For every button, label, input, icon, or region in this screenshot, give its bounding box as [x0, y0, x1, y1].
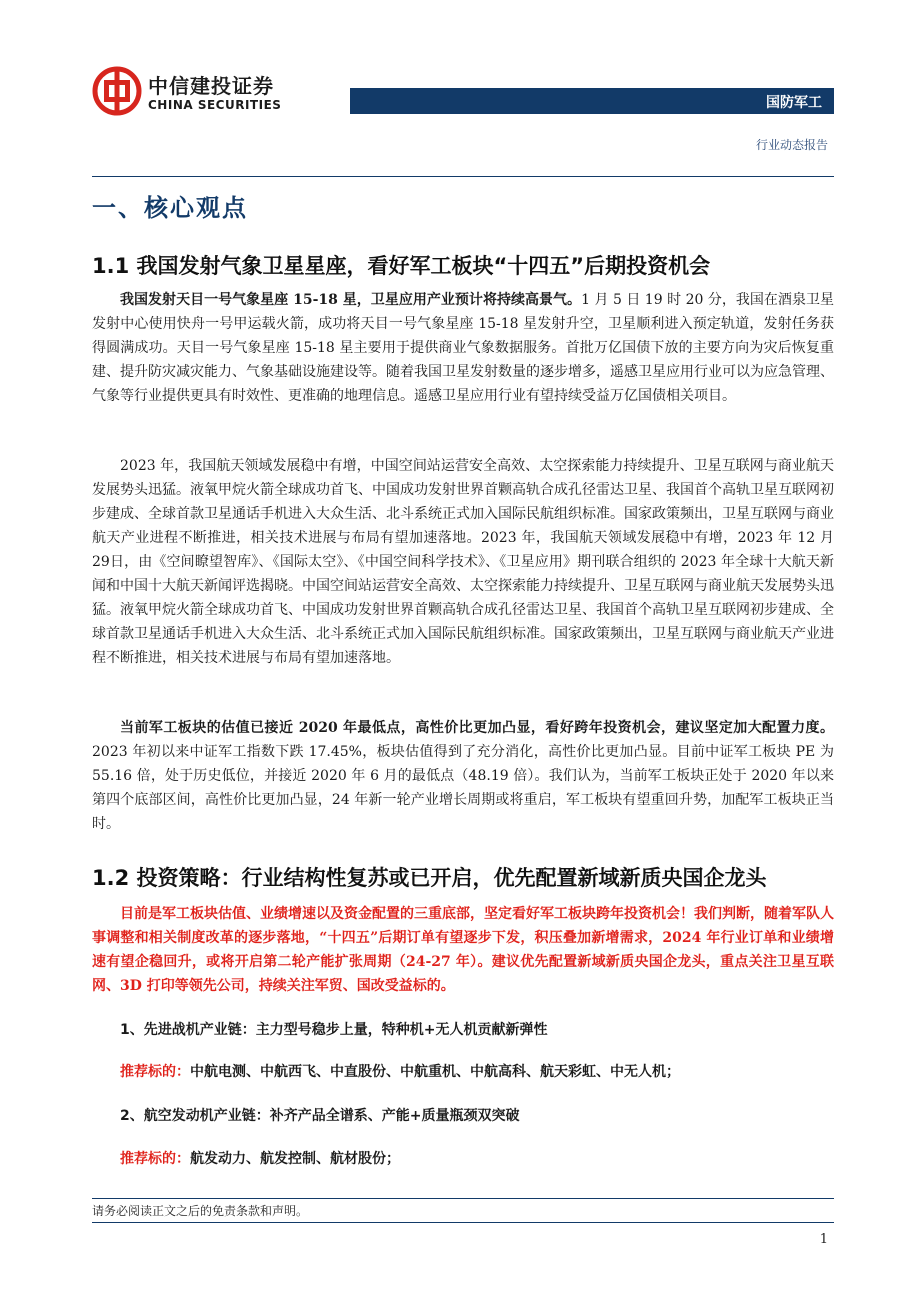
paragraph-lead: 当前军工板块的估值已接近 2020 年最低点，高性价比更加凸显，看好跨年投资机会，建议坚定加大配置力度。	[120, 720, 834, 736]
header-divider	[92, 176, 834, 177]
section-title: 一、核心观点	[92, 194, 248, 222]
paragraph-strategy	[92, 902, 834, 998]
logo-text-chinese: 中信建投证券	[148, 74, 274, 98]
sector-banner	[350, 88, 834, 114]
paragraph-lead: 我国发射天目一号气象星座 15-18 星，卫星应用产业预计将持续高景气。	[120, 292, 582, 308]
strategy-highlight: 目前是军工板块估值、业绩增速以及资金配置的三重底部，坚定看好军工板块跨年投资机会！我们判断，随着军队人事调整和相关制度改革的逐步落地，“十四五”后期订单有望逐步下发，积压叠加新增需求，2024 年行业订单和业绩增速有望企稳回升，或将开启第二轮产能扩张周期（24-27 年）。建议优先配置新域新质央国企龙头，重点关注卫星互联网、3D 打印等领先公司，持续关注军贸、国改受益标的。	[92, 906, 834, 994]
sector-label: 国防军工	[766, 95, 822, 111]
subsection-title-1-2: 1.2 投资策略：行业结构性复苏或已开启，优先配置新域新质央国企龙头	[92, 866, 767, 890]
industry-chain-heading: 1、先进战机产业链：主力型号稳步上量，特种机+无人机贡献新弹性	[120, 1022, 548, 1038]
paragraph-body: 1 月 5 日 19 时 20 分，我国在酒泉卫星发射中心使用快舟一号甲运载火箭，成功将天目一号气象星座 15-18 星发射升空，卫星顺利进入预定轨道，发射任务获得圆满成功。天目一号气象星座 15-18 星主要用于提供商业气象数据服务。首批万亿国债下放的主要方向为灾后恢复重建、提升防灾减灾能力、气象基础设施建设等。随着我国卫星发射数量的逐步增多，遥感卫星应用行业可以为应急管理、气象等行业提供更具有时效性、更准确的地理信息。遥感卫星应用行业有望持续受益万亿国债相关项目。	[92, 292, 834, 404]
recommended-stocks	[120, 1147, 400, 1171]
recommended-stocks	[120, 1060, 680, 1084]
subsection-title-1-1: 1.1 我国发射气象卫星星座，看好军工板块“十四五”后期投资机会	[92, 254, 711, 278]
recommend-label: 推荐标的：	[120, 1151, 190, 1167]
paragraph-body: 2023 年初以来中证军工指数下跌 17.45%，板块估值得到了充分消化，高性价比更加凸显。目前中证军工板块 PE 为 55.16 倍，处于历史低位，并接近 2020 年 6 月的最低点（48.19 倍）。我们认为，当前军工板块正处于 2020 年以来第四个底部区间，高性价比更加凸显，24 年新一轮产业增长周期或将重启，军工板块有望重回升势，加配军工板块正当时。	[92, 744, 834, 832]
disclaimer: 请务必阅读正文之后的免责条款和声明。	[92, 1204, 309, 1218]
recommend-list: 中航电测、中航西飞、中直股份、中航重机、中航高科、航天彩虹、中无人机；	[190, 1064, 680, 1080]
company-logo	[92, 66, 292, 122]
china-securities-logo-icon	[92, 66, 142, 116]
footer-divider	[92, 1198, 834, 1199]
paragraph-space-industry	[92, 454, 834, 670]
logo-text-english: CHINA SECURITIES	[148, 98, 282, 112]
industry-chain-heading: 2、航空发动机产业链：补齐产品全谱系、产能+质量瓶颈双突破	[120, 1108, 520, 1124]
report-type: 行业动态报告	[755, 138, 828, 152]
page-number: 1	[819, 1232, 828, 1247]
paragraph-satellite-launch	[92, 288, 834, 408]
paragraph-valuation	[92, 716, 834, 836]
recommend-label: 推荐标的：	[120, 1064, 190, 1080]
recommend-list: 航发动力、航发控制、航材股份；	[190, 1151, 400, 1167]
footer-divider-bottom	[92, 1222, 834, 1223]
paragraph-body: 2023 年，我国航天领域发展稳中有增，中国空间站运营安全高效、太空探索能力持续提升、卫星互联网与商业航天发展势头迅猛。液氧甲烷火箭全球成功首飞、中国成功发射世界首颗高轨合成孔径雷达卫星、我国首个高轨卫星互联网初步建成、全球首款卫星通话手机进入大众生活、北斗系统正式加入国际民航组织标准。国家政策频出，卫星互联网与商业航天产业进程不断推进，相关技术进展与布局有望加速落地。2023 年，我国航天领域发展稳中有增，2023 年 12 月 29日，由《空间瞭望智库》、《国际太空》、《中国空间科学技术》、《卫星应用》期刊联合组织的 2023 年全球十大航天新闻和中国十大航天新闻评选揭晓。中国空间站运营安全高效、太空探索能力持续提升、卫星互联网与商业航天发展势头迅猛。液氧甲烷火箭全球成功首飞、中国成功发射世界首颗高轨合成孔径雷达卫星、我国首个高轨卫星互联网初步建成、全球首款卫星通话手机进入大众生活、北斗系统正式加入国际民航组织标准。国家政策频出，卫星互联网与商业航天产业进程不断推进，相关技术进展与布局有望加速落地。	[92, 458, 834, 666]
